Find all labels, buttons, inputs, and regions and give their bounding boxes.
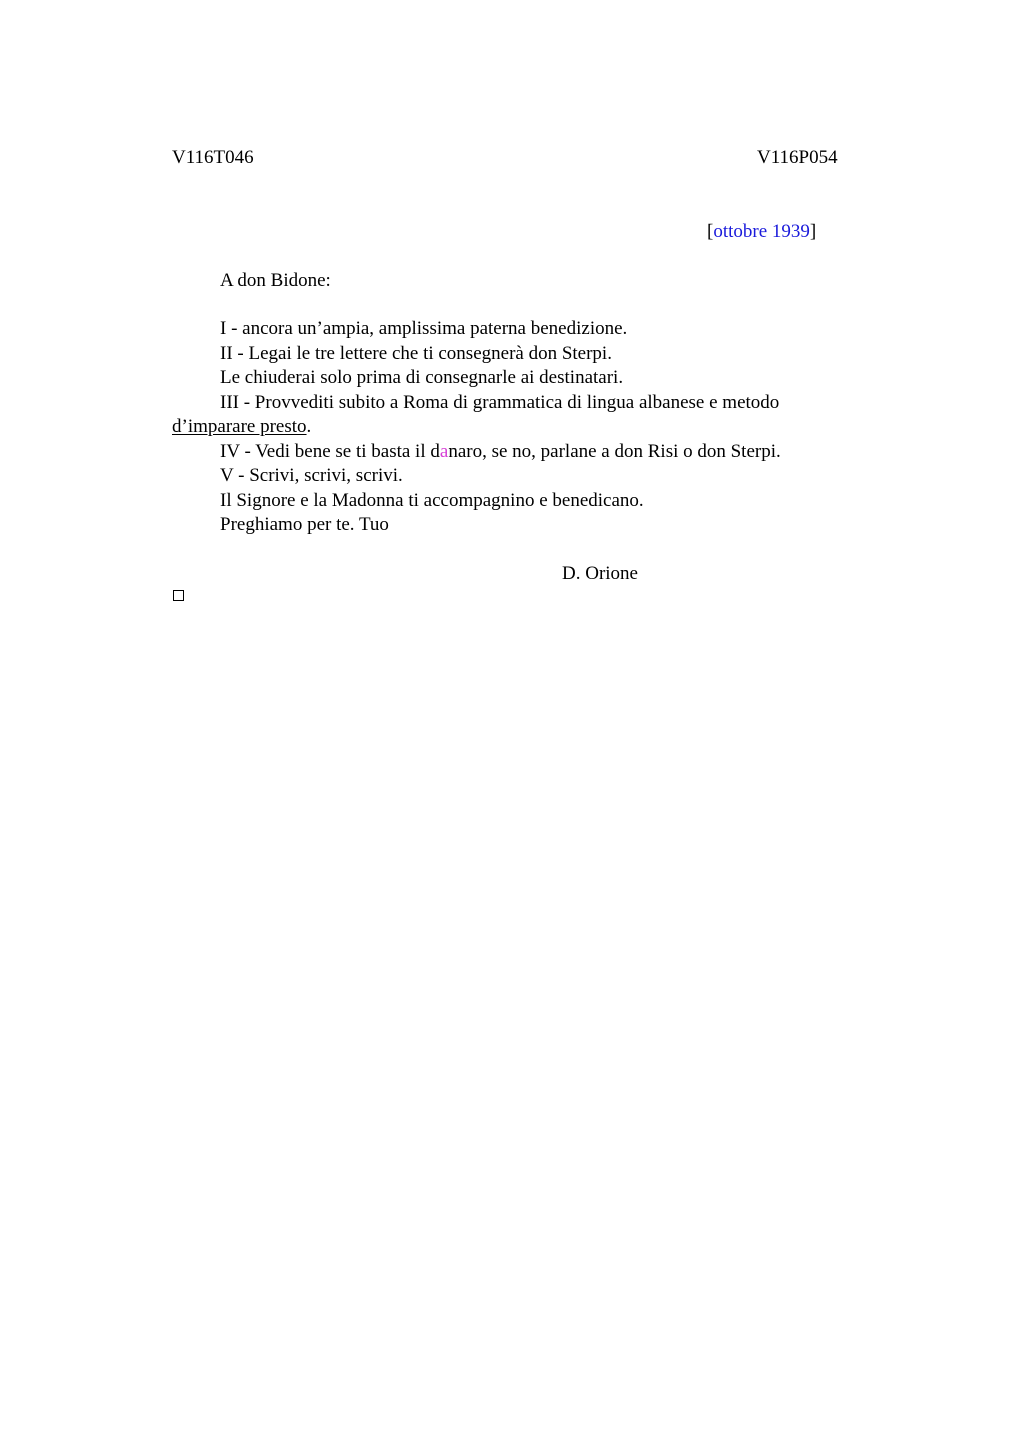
letter-line-3: Le chiuderai solo prima di consegnarle ai destinatari.: [220, 367, 624, 388]
line-5-rest: .: [306, 416, 312, 437]
date-line: [707, 220, 816, 244]
date-open-bracket: [: [707, 221, 714, 242]
date-close-bracket: ]: [809, 221, 817, 242]
date-text: ottobre 1939: [713, 221, 810, 242]
highlighted-letter: a: [439, 441, 449, 462]
line-6-before: IV - Vedi bene se ti basta il d: [220, 441, 440, 462]
line-6-after: naro, se no, parlane a don Risi o don Sterpi.: [448, 441, 781, 462]
underlined-phrase: d’imparare presto: [172, 416, 307, 437]
signature: D. Orione: [562, 563, 638, 584]
letter-line-7: V - Scrivi, scrivi, scrivi.: [220, 465, 403, 486]
salutation: A don Bidone:: [220, 270, 331, 291]
header-right-code: V116P054: [757, 147, 838, 168]
letter-line-1: I - ancora un’ampia, amplissima paterna benedizione.: [220, 318, 628, 339]
letter-line-6: [220, 440, 781, 464]
header-left-code: V116T046: [172, 147, 254, 168]
letter-line-4: III - Provvediti subito a Roma di grammatica di lingua albanese e metodo: [220, 392, 780, 413]
letter-line-5: [172, 415, 311, 439]
letter-line-9: Preghiamo per te. Tuo: [220, 514, 389, 535]
checkbox-icon: [173, 590, 184, 601]
letter-line-2: II - Legai le tre lettere che ti consegnerà don Sterpi.: [220, 343, 612, 364]
letter-line-8: Il Signore e la Madonna ti accompagnino e benedicano.: [220, 490, 644, 511]
